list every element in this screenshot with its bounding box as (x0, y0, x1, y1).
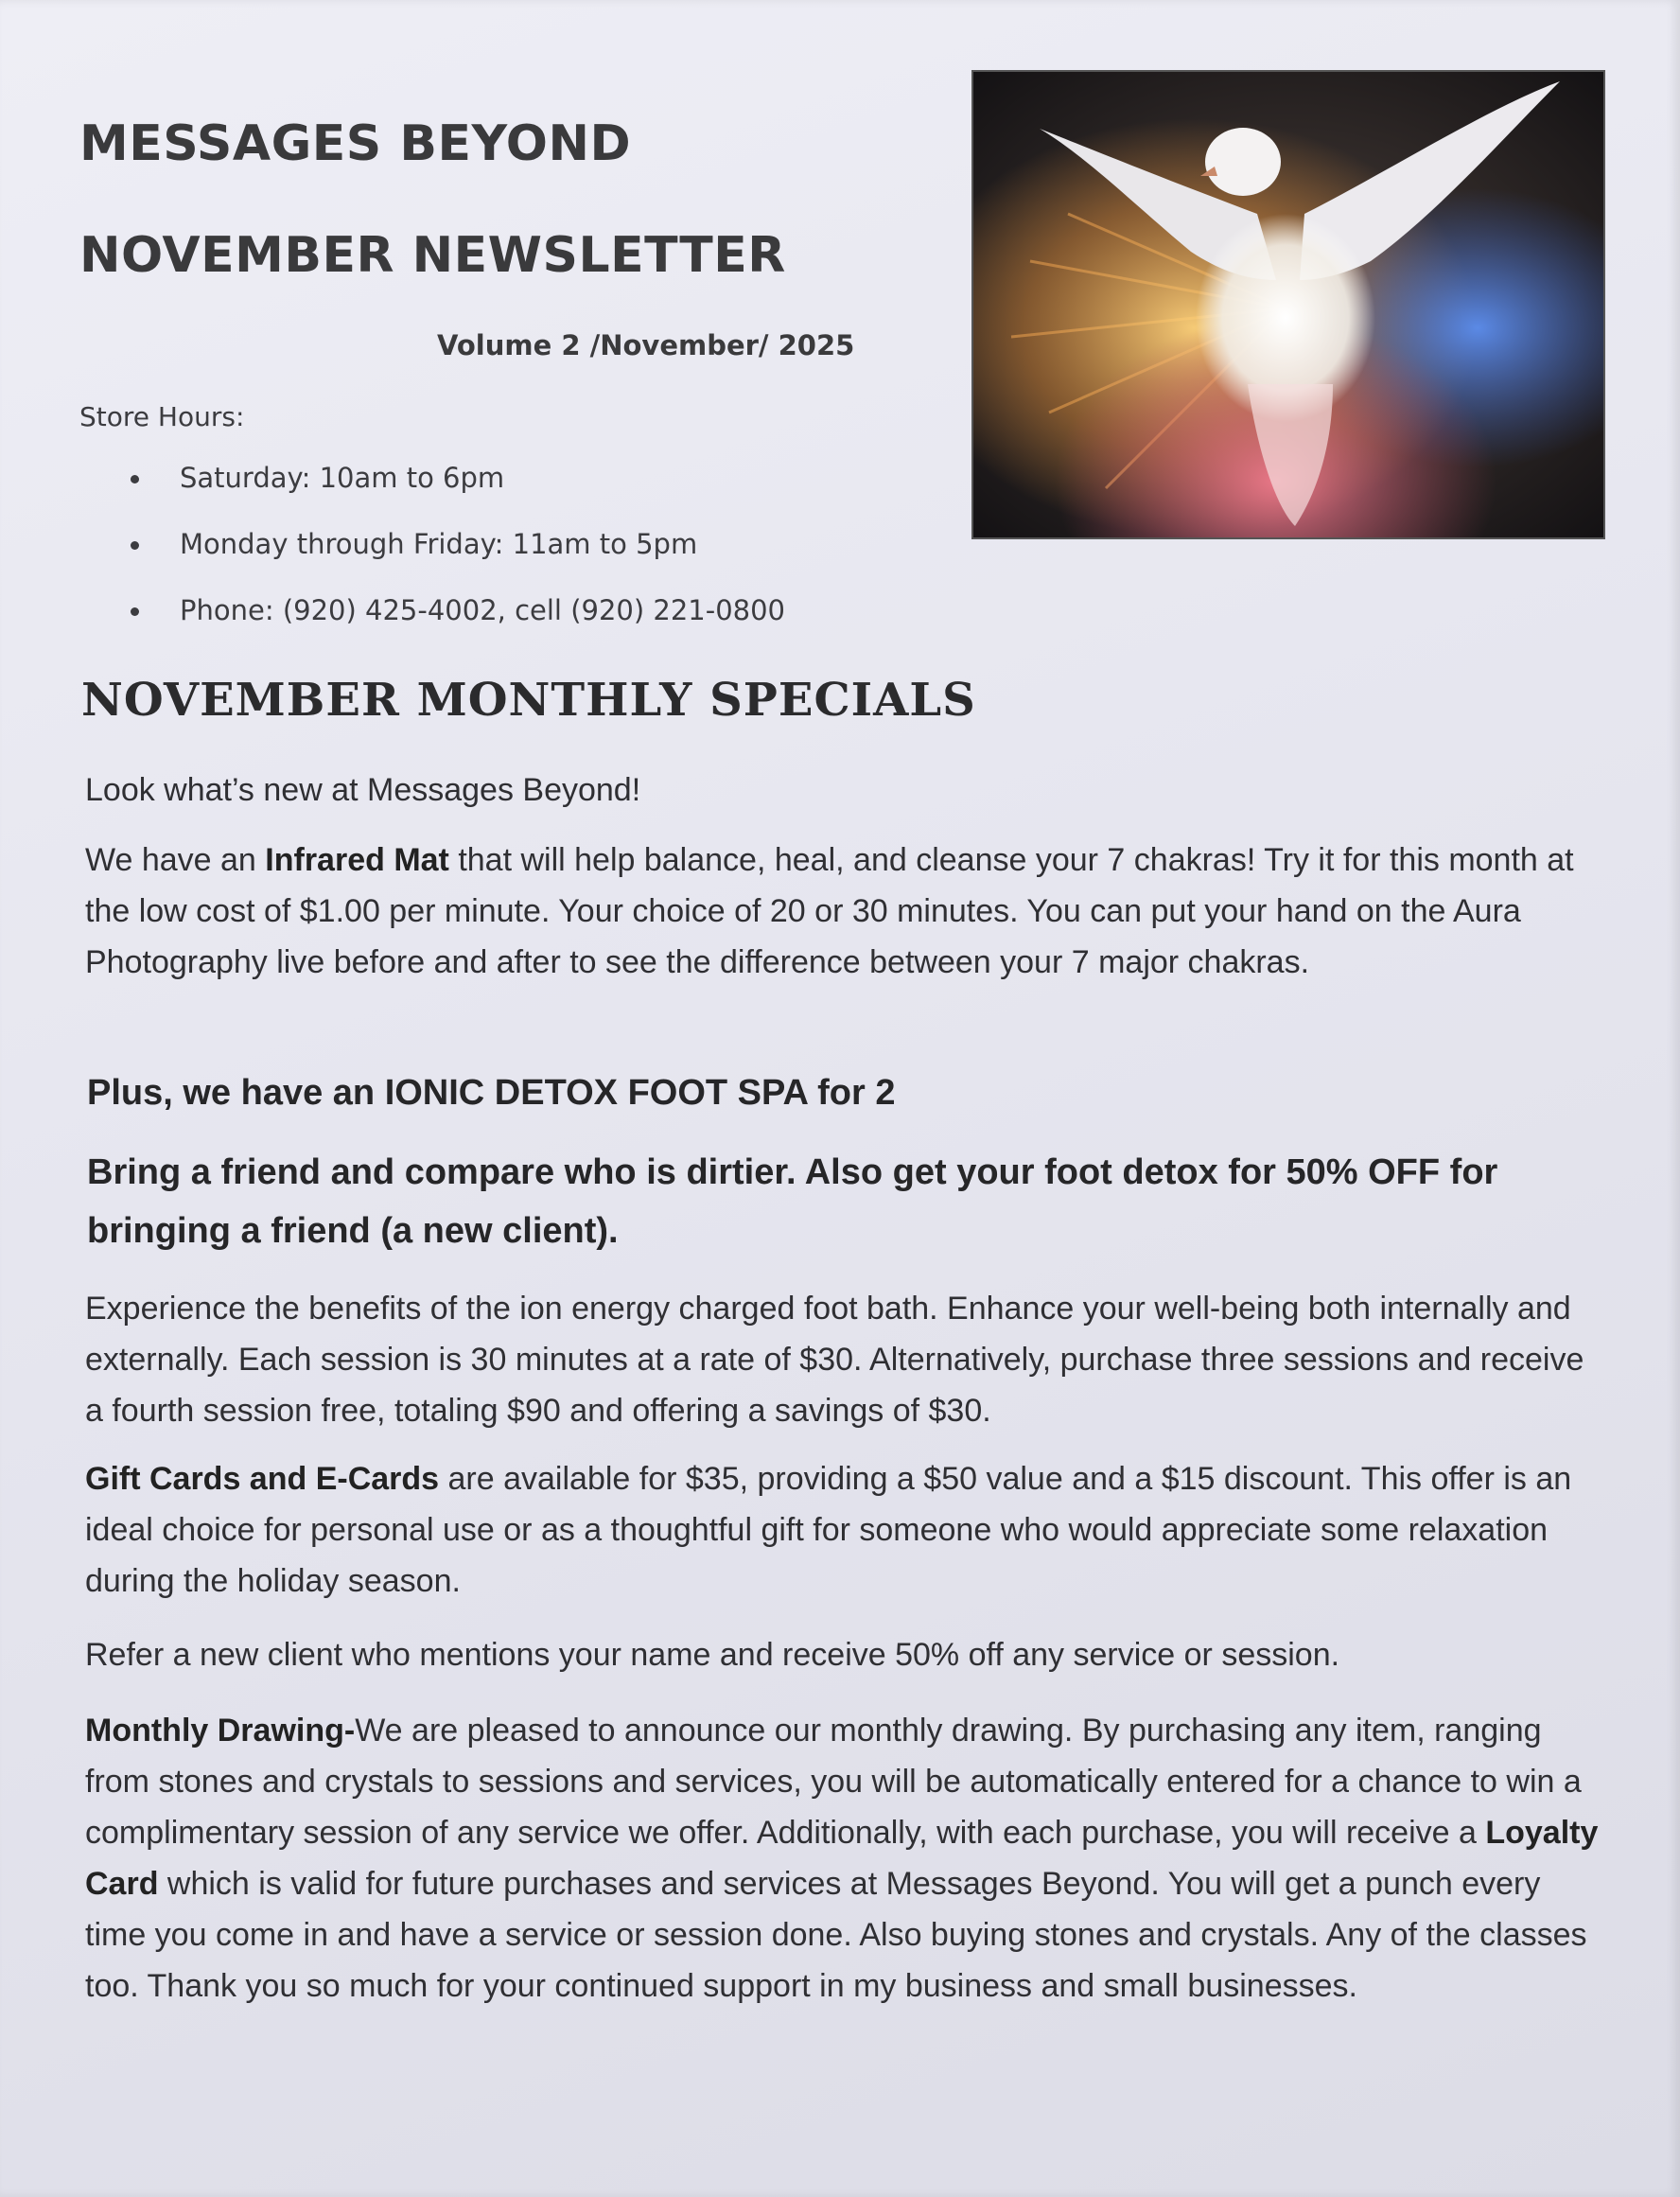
volume-date: Volume 2 /November/ 2025 (437, 329, 855, 361)
phone-numbers: Phone: (920) 425-4002, cell (920) 221-0800 (180, 594, 786, 626)
store-hours-label: Store Hours: (79, 401, 245, 432)
dove-with-rainbow-light-image (971, 70, 1605, 539)
gift-cards-label: Gift Cards and E-Cards (85, 1461, 440, 1497)
monthly-drawing-closing: which is valid for future purchases and services at Messages Beyond. You will get a punch every time you come in and have a service or session done. Also buying stones and crystals. Any of the classes too. Thank you so much for your continued support in my business and small businesses. (85, 1866, 1587, 2004)
list-item (123, 594, 785, 660)
infrared-paragraph (85, 835, 1608, 988)
intro-text: Look what’s new at Messages Beyond! (85, 772, 641, 808)
title-business-name: MESSAGES BEYOND (79, 115, 632, 172)
bring-friend-heading: Bring a friend and compare who is dirtier. Also get your foot detox for 50% OFF for bringing a friend (a new client). (87, 1152, 1498, 1251)
hours-saturday: Saturday: 10am to 6pm (180, 462, 505, 494)
list-item (123, 528, 785, 594)
monthly-drawing-text: We are pleased to announce our monthly drawing. By purchasing any item, ranging from stones and crystals to sessions and services, you will be automatically entered for a chance to win a complimentary session of any service we offer. Additionally, with each purchase, you will receive a (85, 1713, 1582, 1851)
loyalty-card-label: Loyalty Card (85, 1815, 1599, 1902)
infrared-mat-label: Infrared Mat (265, 842, 449, 878)
gift-cards-text: are available for $35, providing a $50 value and a $15 discount. This offer is an ideal choice for personal use or as a thoughtful gift for someone who would appreciate some relaxation during the holiday season. (85, 1461, 1572, 1599)
monthly-drawing-paragraph (85, 1705, 1608, 2012)
referral-text: Refer a new client who mentions your name and receive 50% off any service or session. (85, 1637, 1340, 1673)
store-hours-list (123, 462, 785, 660)
foot-bath-paragraph: Experience the benefits of the ion energy charged foot bath. Enhance your well-being both internally and externally. Each session is 30 minutes at a rate of $30. Alternatively, purchase three sessions and receive a fourth session free, totaling $90 and offering a savings of $30. (85, 1291, 1584, 1429)
infrared-pre: We have an (85, 842, 266, 878)
bullet-icon (131, 541, 139, 550)
hours-weekday: Monday through Friday: 11am to 5pm (180, 528, 698, 560)
title-newsletter: NOVEMBER NEWSLETTER (79, 227, 786, 284)
specials-heading: NOVEMBER MONTHLY SPECIALS (81, 674, 976, 727)
bullet-icon (131, 607, 139, 616)
gift-cards-paragraph (85, 1453, 1608, 1607)
ionic-detox-heading: Plus, we have an IONIC DETOX FOOT SPA for 2 (87, 1073, 896, 1113)
bullet-icon (131, 475, 139, 483)
infrared-post: that will help balance, heal, and cleanse your 7 chakras! Try it for this month at the low cost of $1.00 per minute. Your choice of 20 or 30 minutes. You can put your hand on the Aura Photography live before and after to see the difference between your 7 major chakras. (85, 842, 1574, 980)
monthly-drawing-label: Monthly Drawing- (85, 1713, 356, 1749)
list-item (123, 462, 785, 528)
